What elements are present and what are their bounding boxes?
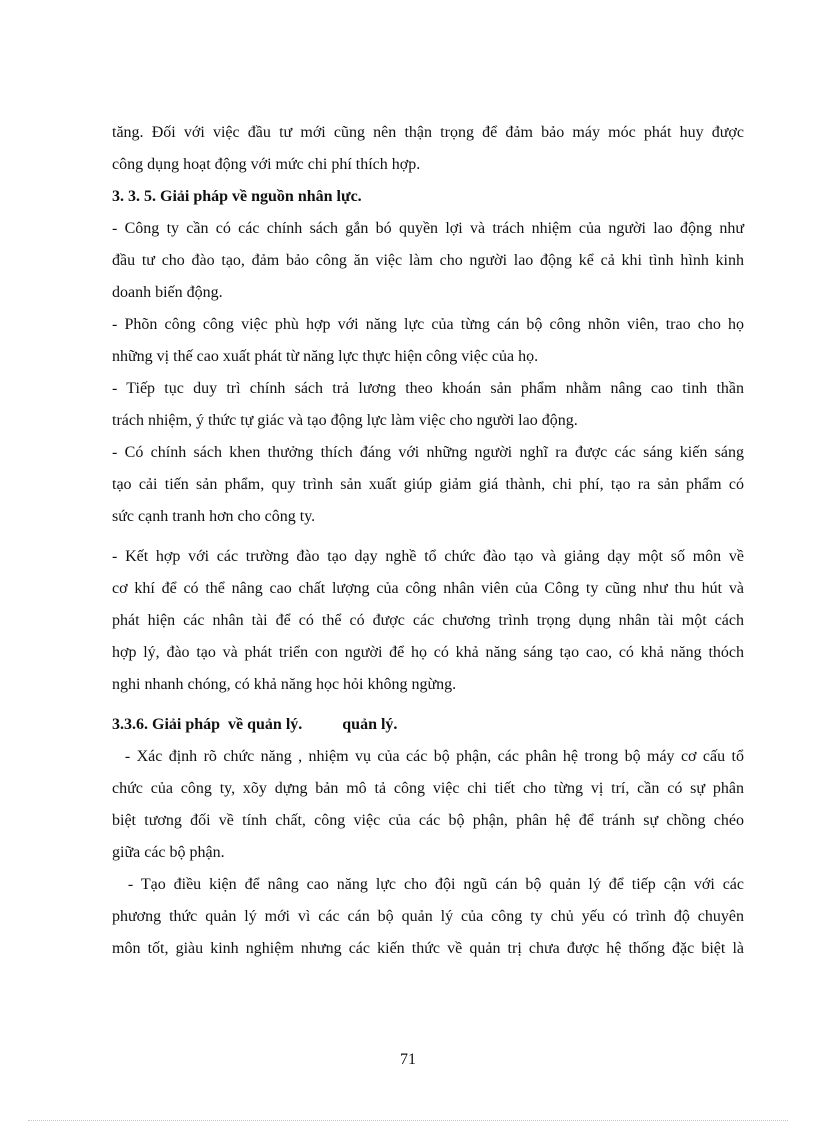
text-line: môn tốt, giàu kinh nghiệm nhưng các kiến thức về quản trị chưa được hệ thống đặc biệt là xyxy=(112,940,744,957)
text-line: chức của công ty, xõy dựng bản mô tả công việc chi tiết cho từng vị trí, cần có sự phân xyxy=(112,780,744,797)
text-line: phương thức quản lý mới vì các cán bộ quản lý của công ty chủ yếu có trình độ chuyên xyxy=(112,908,744,925)
paragraph-training-cooperation xyxy=(112,541,744,701)
paragraph-human-resources xyxy=(112,213,744,533)
paragraph-management xyxy=(112,741,744,965)
text-line: giữa các bộ phận. xyxy=(112,844,225,861)
page-bottom-border xyxy=(28,1120,788,1121)
text-line: - Kết hợp với các trường đào tạo dạy nghề tổ chức đào tạo và giảng dạy một số môn về xyxy=(112,548,744,565)
paragraph-spacer xyxy=(112,701,744,709)
text-line: phát hiện các nhân tài để có thể có được các chương trình trọng dụng nhân tài một cách xyxy=(112,612,744,629)
text-line: - Tạo điều kiện để nâng cao năng lực cho đội ngũ cán bộ quản lý để tiếp cận với các xyxy=(112,876,744,893)
text-line: tạo cải tiến sản phẩm, quy trình sản xuất giúp giảm giá thành, chi phí, tạo ra sản phẩm có xyxy=(112,476,744,493)
text-line: công dụng hoạt động với mức chi phí thích hợp. xyxy=(112,156,421,173)
text-line: - Có chính sách khen thưởng thích đáng với những người nghĩ ra được các sáng kiến sáng xyxy=(112,444,744,461)
text-line: trách nhiệm, ý thức tự giác và tạo động lực làm việc cho người lao động. xyxy=(112,412,578,429)
text-line: - Tiếp tục duy trì chính sách trả lương theo khoán sản phẩm nhằm nâng cao tinh thần xyxy=(112,380,744,397)
text-line: sức cạnh tranh hơn cho công ty. xyxy=(112,508,316,525)
text-line: biệt tương đối về tính chất, công việc của các bộ phận, phân hệ để tránh sự chồng chéo xyxy=(112,812,744,829)
text-line: cơ khí để có thể nâng cao chất lượng của công nhân viên của Công ty cũng như thu hút và xyxy=(112,580,744,597)
text-line: hợp lý, đào tạo và phát triển con người để họ có khả năng sáng tạo cao, có khả năng thóch xyxy=(112,644,744,661)
text-line: những vị thế cao xuất phát từ năng lực thực hiện công việc của họ. xyxy=(112,348,539,365)
paragraph-investment xyxy=(112,117,744,181)
text-line: đầu tư cho đào tạo, đảm bảo công ăn việc làm cho người lao động kể cả khi tình hình kinh xyxy=(112,252,744,269)
text-line: - Xác định rõ chức năng , nhiệm vụ của các bộ phận, các phân hệ trong bộ máy cơ cấu tổ xyxy=(112,748,744,765)
text-line: doanh biến động. xyxy=(112,284,223,301)
document-body xyxy=(112,117,744,965)
text-line: - Công ty cần có các chính sách gắn bó quyền lợi và trách nhiệm của người lao động như xyxy=(112,220,744,237)
text-line: - Phõn công công việc phù hợp với năng lực của từng cán bộ công nhõn viên, trao cho họ xyxy=(112,316,744,333)
text-line: tăng. Đối với việc đầu tư mới cũng nên thận trọng để đảm bảo máy móc phát huy được xyxy=(112,124,744,141)
section-heading-3-3-6: 3.3.6. Giải pháp về quản lý. quản lý. xyxy=(112,716,398,733)
section-heading-3-3-5: 3. 3. 5. Giải pháp về nguồn nhân lực. xyxy=(112,188,362,205)
page-number: 71 xyxy=(400,1051,416,1068)
text-line: nghi nhanh chóng, có khả năng học hỏi không ngừng. xyxy=(112,676,457,693)
paragraph-spacer xyxy=(112,533,744,541)
